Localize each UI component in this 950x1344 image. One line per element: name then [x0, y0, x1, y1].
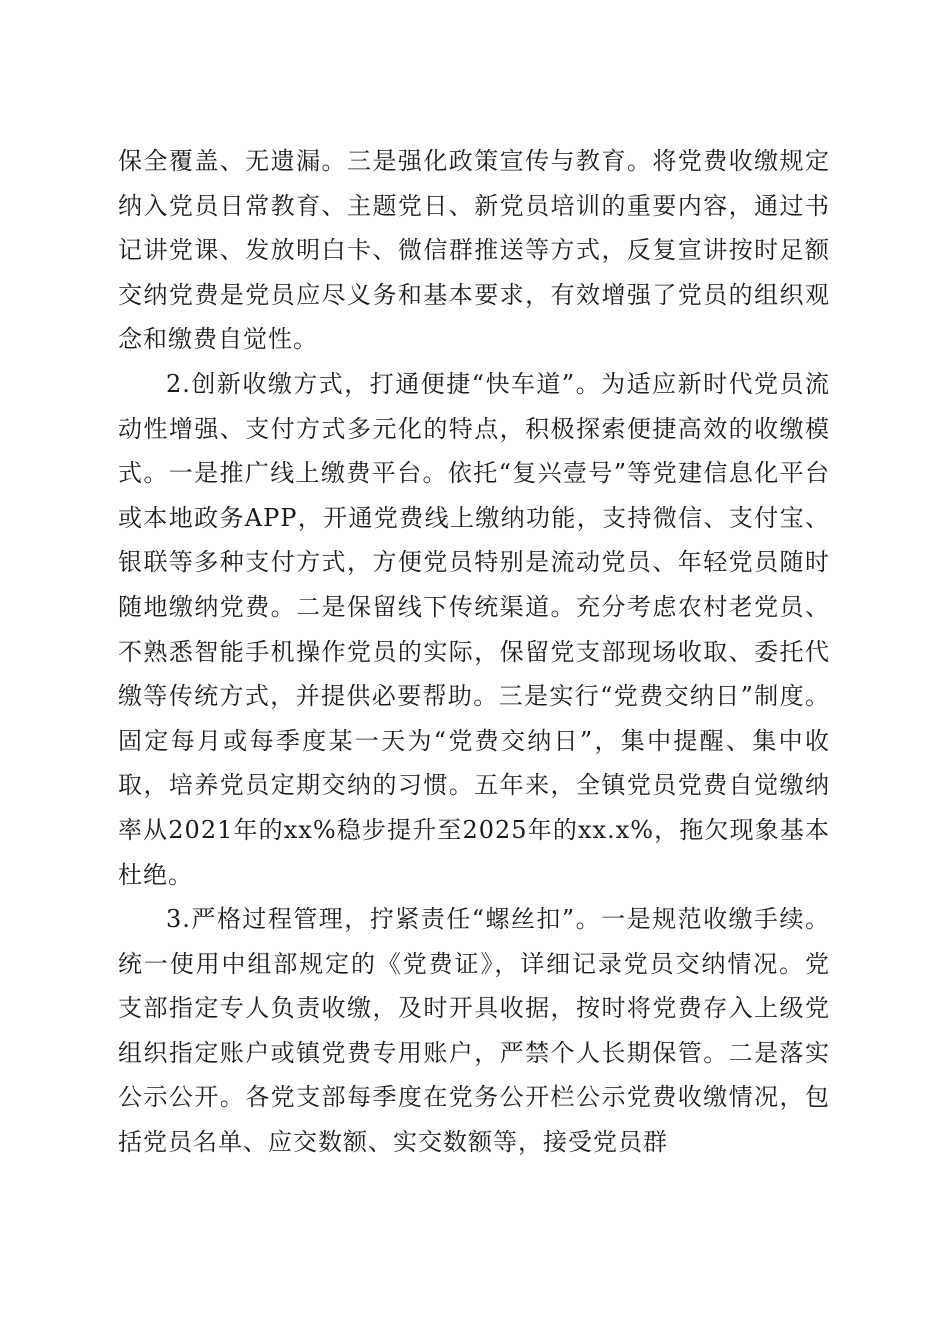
paragraph-continuation: 保全覆盖、无遗漏。三是强化政策宣传与教育。将党费收缴规定纳入党员日常教育、主题党日、新党员培训的重要内容，通过书记讲党课、发放明白卡、微信群推送等方式，反复宣讲按时足额交纳党费是党员应尽义务和基本要求，有效增强了党员的组织观念和缴费自觉性。	[118, 147, 830, 354]
document-body	[118, 139, 830, 1165]
paragraph-collection-methods: 2.创新收缴方式，打通便捷“快车道”。为适应新时代党员流动性增强、支付方式多元化的特点，积极探索便捷高效的收缴模式。一是推广线上缴费平台。依托“复兴壹号”等党建信息化平台或本地政务APP，开通党费线上缴纳功能，支持微信、支付宝、银联等多种支付方式，方便党员特别是流动党员、年轻党员随时随地缴纳党费。二是保留线下传统渠道。充分考虑农村老党员、不熟悉智能手机操作党员的实际，保留党支部现场收取、委托代缴等传统方式，并提供必要帮助。三是实行“党费交纳日”制度。固定每月或每季度某一天为“党费交纳日”，集中提醒、集中收取，培养党员定期交纳的习惯。五年来，全镇党员党费自觉缴纳率从2021年的xx%稳步提升至2025年的xx.x%，拖欠现象基本杜绝。	[118, 369, 830, 889]
paragraph-process-management: 3.严格过程管理，拧紧责任“螺丝扣”。一是规范收缴手续。统一使用中组部规定的《党费证》，详细记录党员交纳情况。党支部指定专人负责收缴，及时开具收据，按时将党费存入上级党组织指定账户或镇党费专用账户，严禁个人长期保管。二是落实公示公开。各党支部每季度在党务公开栏公示党费收缴情况，包括党员名单、应交数额、实交数额等，接受党员群	[118, 905, 830, 1157]
